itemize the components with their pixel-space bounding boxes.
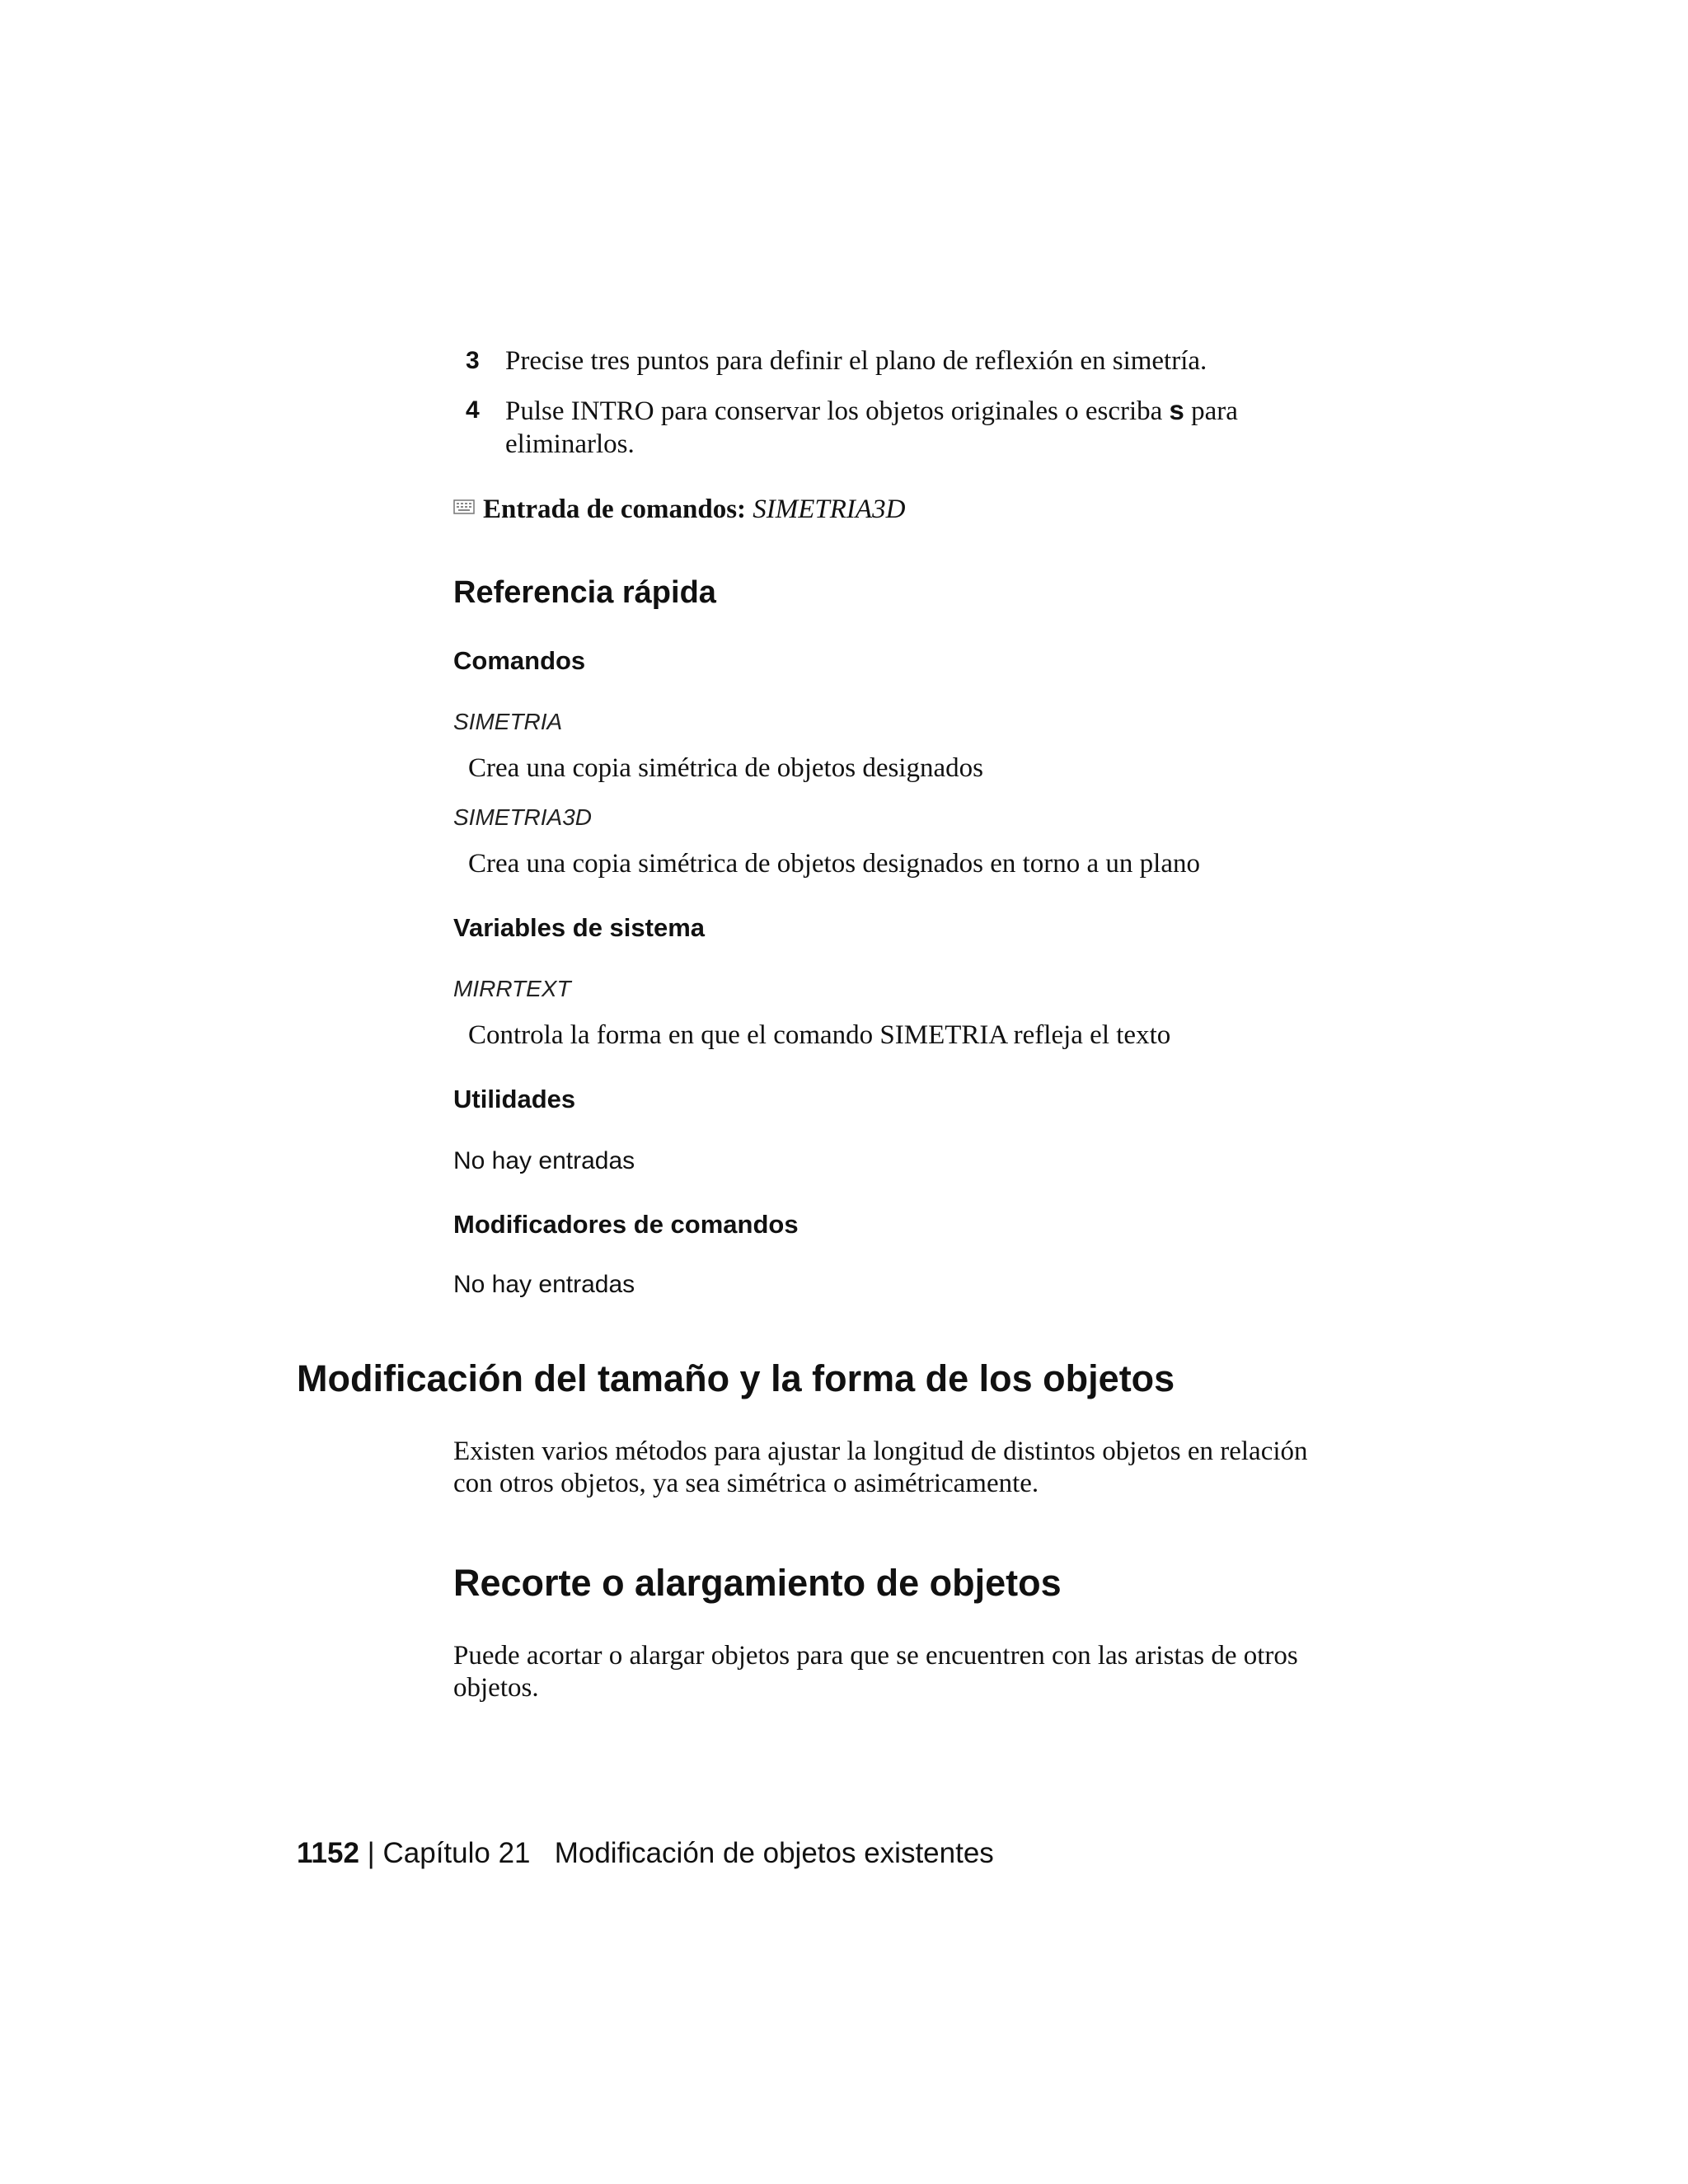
sysvar-description: Controla la forma en que el comando SIMETRIA refleja el texto — [468, 1020, 1171, 1050]
command-name: SIMETRIA — [453, 709, 563, 734]
step-key: s — [1169, 395, 1184, 425]
quick-reference-title: Referencia rápida — [453, 575, 716, 610]
modifiers-heading: Modificadores de comandos — [453, 1210, 799, 1239]
step-text-line2: eliminarlos. — [505, 429, 635, 459]
chapter-label: Capítulo 21 — [382, 1837, 531, 1869]
utilities-text: No hay entradas — [453, 1147, 635, 1174]
step-text-part: para — [1184, 396, 1238, 426]
page-footer — [297, 1836, 994, 1871]
command-name: SIMETRIA3D — [453, 804, 593, 830]
sysvar-name: MIRRTEXT — [453, 976, 571, 1001]
step-text-part: Pulse INTRO para conservar los objetos originales o escriba — [505, 396, 1170, 426]
step-text — [505, 394, 1412, 461]
command-entry-value: SIMETRIA3D — [753, 494, 906, 524]
command-description: Crea una copia simétrica de objetos designados en torno a un plano — [468, 849, 1200, 879]
sysvars-heading: Variables de sistema — [453, 913, 706, 942]
page-number: 1152 — [297, 1837, 359, 1869]
keyboard-icon — [453, 498, 475, 516]
step-number: 3 — [466, 347, 480, 374]
command-entry — [453, 493, 905, 526]
section-title: Modificación del tamaño y la forma de los objetos — [297, 1357, 1175, 1399]
utilities-heading: Utilidades — [453, 1085, 576, 1113]
footer-separator: | — [367, 1837, 375, 1869]
command-entry-label: Entrada de comandos: — [483, 494, 747, 524]
commands-heading: Comandos — [453, 646, 586, 675]
subsection-title: Recorte o alargamiento de objetos — [453, 1562, 1062, 1604]
paragraph-line: con otros objetos, ya sea simétrica o asimétricamente. — [453, 1469, 1039, 1498]
step-text: Precise tres puntos para definir el plano de reflexión en simetría. — [505, 346, 1207, 376]
command-description: Crea una copia simétrica de objetos designados — [468, 753, 983, 783]
modifiers-text: No hay entradas — [453, 1271, 635, 1298]
paragraph-line: Existen varios métodos para ajustar la longitud de distintos objetos en relación — [453, 1436, 1308, 1466]
step-number: 4 — [466, 396, 480, 424]
paragraph-line: objetos. — [453, 1673, 539, 1703]
chapter-title: Modificación de objetos existentes — [554, 1837, 994, 1869]
subsection-paragraph — [453, 1640, 1385, 1704]
section-paragraph — [453, 1436, 1385, 1500]
paragraph-line: Puede acortar o alargar objetos para que se encuentren con las aristas de otros — [453, 1641, 1298, 1671]
